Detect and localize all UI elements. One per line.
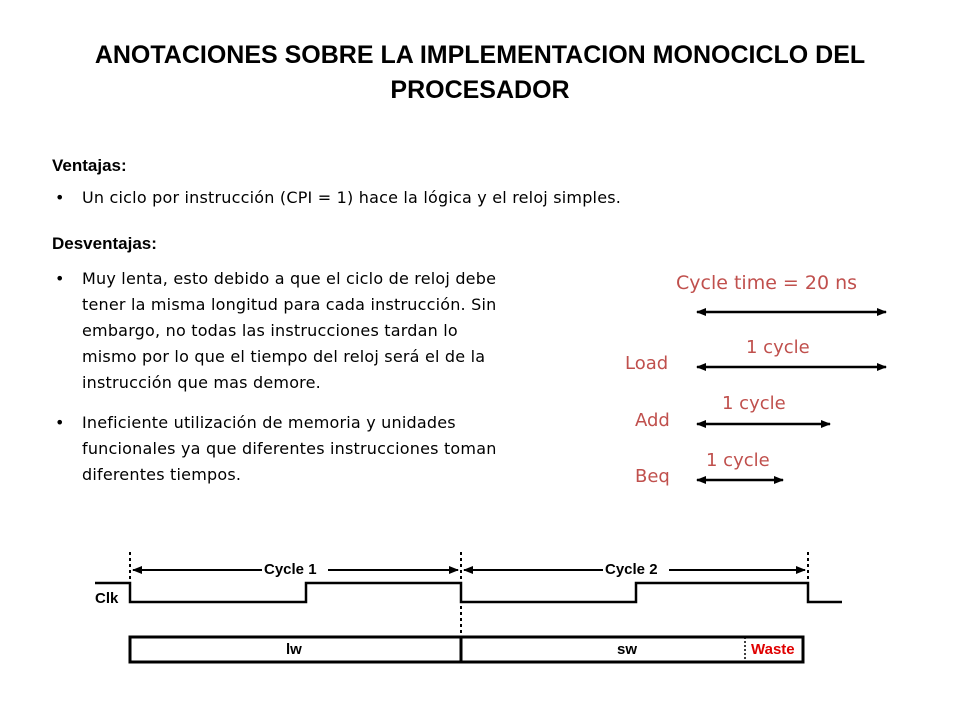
sw-label: sw (617, 641, 638, 658)
desventajas-item-2-line: Ineficiente utilización de memoria y unidades (82, 413, 456, 432)
beq-label: Beq (635, 466, 670, 487)
desventajas-item-1-line: instrucción que mas demore. (82, 373, 321, 392)
beq-cycle-label: 1 cycle (706, 450, 770, 471)
bullet-icon: • (55, 413, 65, 432)
clock-waveform (95, 583, 842, 602)
cycle1-label: Cycle 1 (264, 561, 317, 578)
desventajas-item-1-line: mismo por lo que el tiempo del reloj será el de la (82, 347, 486, 366)
waste-label: Waste (751, 641, 795, 658)
add-label: Add (635, 410, 670, 431)
desventajas-item-1-line: tener la misma longitud para cada instrucción. Sin (82, 295, 497, 314)
desventajas-item-1-line: embargo, no todas las instrucciones tardan lo (82, 321, 458, 340)
timing-diagram (95, 552, 842, 665)
desventajas-item-2-line: funcionales ya que diferentes instrucciones toman (82, 439, 497, 458)
bullet-icon: • (55, 188, 65, 207)
cycle-time-label: Cycle time = 20 ns (676, 272, 858, 294)
instruction-bar (130, 637, 803, 662)
bullet-icon: • (55, 269, 65, 288)
desventajas-heading: Desventajas: (52, 234, 157, 253)
page-title: ANOTACIONES SOBRE LA IMPLEMENTACION MONOCICLO DEL PROCESADOR (94, 41, 866, 104)
cycle2-label: Cycle 2 (605, 561, 658, 578)
desventajas-item-2-line: diferentes tiempos. (82, 465, 242, 484)
clk-label: Clk (95, 590, 119, 607)
desventajas-item-1-line: Muy lenta, esto debido a que el ciclo de reloj debe (82, 269, 497, 288)
ventajas-heading: Ventajas: (52, 156, 127, 175)
add-cycle-label: 1 cycle (722, 393, 786, 414)
load-cycle-label: 1 cycle (746, 337, 810, 358)
ventajas-item-text: Un ciclo por instrucción (CPI = 1) hace la lógica y el reloj simples. (82, 188, 622, 207)
load-label: Load (625, 353, 669, 374)
lw-label: lw (286, 641, 302, 658)
